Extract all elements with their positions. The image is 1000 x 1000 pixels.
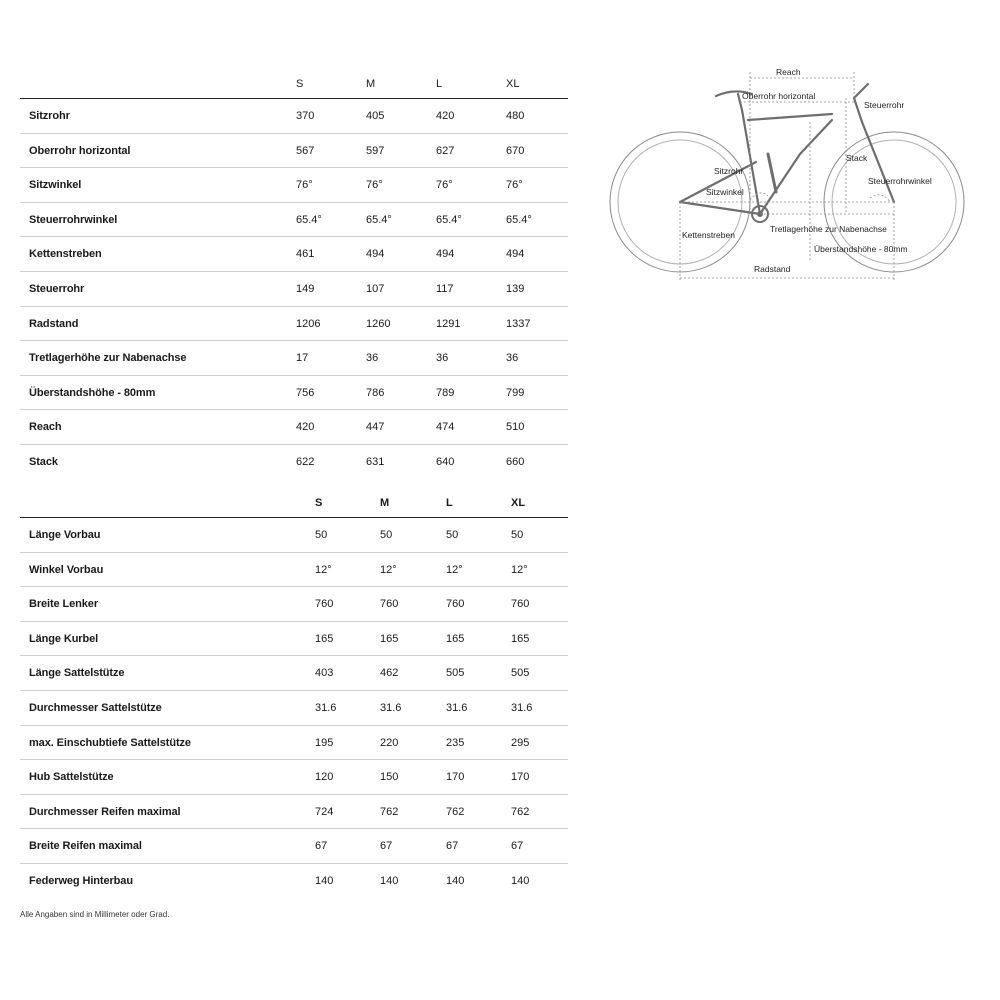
table-row [20,134,568,169]
table-row [20,622,568,657]
table-row [20,99,568,134]
cell-value: 760 [511,598,530,611]
row-label: Steuerrohrwinkel [29,213,118,226]
row-label: Sitzrohr [29,110,70,122]
size-header-m: M [380,497,390,509]
cell-value: 31.6 [380,701,402,714]
cell-value: 50 [446,529,459,541]
cell-value: 67 [446,840,459,853]
cell-value: 1291 [436,317,461,330]
row-label: Steuerrohr [29,282,85,295]
row-label: Breite Lenker [29,598,99,611]
label-tretlager: Tretlagerhöhe zur Nabenachse [770,224,887,234]
label-ueberstand: Überstandshöhe - 80mm [814,244,908,254]
bike-geometry-diagram [600,62,980,292]
size-header-xl: XL [506,78,520,90]
table-row [20,376,568,411]
cell-value: 762 [511,805,530,818]
geometry-table-body [20,99,568,479]
cell-value: 789 [436,386,455,399]
table-row [20,518,568,553]
cell-value: 474 [436,421,455,434]
cell-value: 140 [380,874,399,887]
chainstay [680,202,760,214]
label-steuerrohr: Steuerrohr [864,100,905,110]
head-angle-arc [870,195,890,202]
cell-value: 494 [436,248,455,261]
geometry-table-header [20,70,568,99]
cell-value: 76° [366,179,383,192]
cell-value: 622 [296,455,315,468]
size-header-m: M [366,78,376,90]
cell-value: 505 [511,667,530,680]
cell-value: 67 [380,840,393,853]
cell-value: 76° [436,179,453,192]
cell-value: 1337 [506,317,531,330]
cell-value: 461 [296,248,315,261]
cell-value: 405 [366,110,385,122]
cell-value: 799 [506,386,525,399]
cell-value: 567 [296,144,315,157]
size-header-xl: XL [511,497,526,509]
cell-value: 36 [436,352,449,365]
cell-value: 1260 [366,317,391,330]
cell-value: 31.6 [315,701,337,714]
row-label: Länge Kurbel [29,632,99,645]
cell-value: 76° [506,179,523,192]
cell-value: 65.4° [436,213,462,226]
row-label: Länge Sattelstütze [29,667,125,680]
cell-value: 165 [511,632,530,645]
stem-bar [854,84,868,98]
cell-value: 107 [366,282,385,295]
table-row [20,341,568,376]
table-row [20,307,568,342]
cell-value: 150 [380,771,399,784]
cell-value: 76° [296,179,313,192]
row-label: Kettenstreben [29,248,102,261]
label-stack: Stack [846,153,868,163]
head-tube [854,98,862,122]
components-table [20,489,568,898]
label-reach: Reach [776,67,801,77]
cell-value: 762 [380,805,399,818]
seat-angle-arc [750,193,768,200]
cell-value: 762 [446,805,465,818]
size-header-s: S [296,78,304,90]
cell-value: 627 [436,144,455,157]
cell-value: 462 [380,667,399,680]
table-row [20,203,568,238]
row-label: Stack [29,455,58,468]
table-row [20,829,568,864]
row-label: Durchmesser Sattelstütze [29,701,162,714]
cell-value: 36 [366,352,379,365]
cell-value: 50 [380,529,393,541]
cell-value: 149 [296,282,315,295]
cell-value: 170 [511,771,530,784]
row-label: Radstand [29,317,79,330]
cell-value: 12° [511,563,528,576]
table-row [20,272,568,307]
table-row [20,691,568,726]
cell-value: 140 [511,874,530,887]
label-sitzwinkel: Sitzwinkel [706,187,744,197]
components-table-header [20,489,568,518]
row-label: Sitzwinkel [29,179,82,192]
cell-value: 660 [506,455,525,468]
cell-value: 120 [315,771,334,784]
cell-value: 505 [446,667,465,680]
cell-value: 295 [511,736,530,749]
label-radstand: Radstand [754,264,791,274]
cell-value: 12° [380,563,397,576]
row-label: Breite Reifen maximal [29,840,142,853]
cell-value: 36 [506,352,519,365]
geometry-table [20,70,568,479]
cell-value: 760 [380,598,399,611]
table-row [20,237,568,272]
row-label: Tretlagerhöhe zur Nabenachse [29,352,187,365]
cell-value: 31.6 [446,701,468,714]
cell-value: 65.4° [506,213,532,226]
row-label: Reach [29,421,62,434]
cell-value: 117 [436,282,454,295]
cell-value: 17 [296,352,309,365]
cell-value: 640 [436,455,455,468]
cell-value: 165 [315,632,334,645]
row-label: max. Einschubtiefe Sattelstütze [29,736,191,749]
cell-value: 1206 [296,317,321,330]
table-row [20,445,568,479]
footnote: Alle Angaben sind in Millimeter oder Grad. [20,910,170,919]
top-tube [748,114,832,120]
row-label: Hub Sattelstütze [29,771,114,784]
cell-value: 170 [446,771,465,784]
cell-value: 65.4° [296,213,322,226]
size-header-l: L [436,78,443,90]
cell-value: 31.6 [511,701,533,714]
cell-value: 447 [366,421,385,434]
label-oberrohr: Oberrohr horizontal [742,91,816,101]
table-row [20,760,568,795]
table-row [20,410,568,445]
cell-value: 420 [296,421,315,434]
cell-value: 220 [380,736,399,749]
cell-value: 510 [506,421,525,434]
cell-value: 670 [506,144,525,157]
cell-value: 65.4° [366,213,392,226]
table-row [20,795,568,830]
size-header-s: S [315,497,323,509]
cell-value: 494 [506,248,525,261]
cell-value: 756 [296,386,315,399]
row-label: Federweg Hinterbau [29,874,133,887]
cell-value: 724 [315,805,334,818]
table-row [20,168,568,203]
cell-value: 67 [511,840,524,853]
row-label: Winkel Vorbau [29,563,104,576]
shock [768,154,776,192]
cell-value: 370 [296,110,315,122]
label-kettenstreben: Kettenstreben [682,230,735,240]
cell-value: 403 [315,667,334,680]
table-row [20,726,568,761]
label-sitzrohr: Sitzrohr [714,166,744,176]
table-row [20,553,568,588]
cell-value: 67 [315,840,328,853]
cell-value: 195 [315,736,334,749]
label-steuerrohrwinkel: Steuerrohrwinkel [868,176,932,186]
cell-value: 140 [446,874,465,887]
row-label: Durchmesser Reifen maximal [29,805,181,818]
cell-value: 50 [511,529,524,541]
cell-value: 235 [446,736,465,749]
cell-value: 760 [446,598,465,611]
cell-value: 165 [380,632,399,645]
cell-value: 786 [366,386,385,399]
components-table-body [20,518,568,898]
row-label: Oberrohr horizontal [29,144,131,157]
cell-value: 597 [366,144,385,157]
cell-value: 139 [506,282,525,295]
cell-value: 140 [315,874,334,887]
row-label: Länge Vorbau [29,529,101,541]
table-row [20,587,568,622]
table-row [20,864,568,898]
size-header-l: L [446,497,453,509]
cell-value: 420 [436,110,455,122]
cell-value: 50 [315,529,328,541]
cell-value: 494 [366,248,385,261]
cell-value: 480 [506,110,525,122]
table-row [20,656,568,691]
cell-value: 760 [315,598,334,611]
cell-value: 165 [446,632,465,645]
cell-value: 12° [315,563,332,576]
cell-value: 12° [446,563,463,576]
cell-value: 631 [366,455,385,468]
row-label: Überstandshöhe - 80mm [29,386,156,399]
